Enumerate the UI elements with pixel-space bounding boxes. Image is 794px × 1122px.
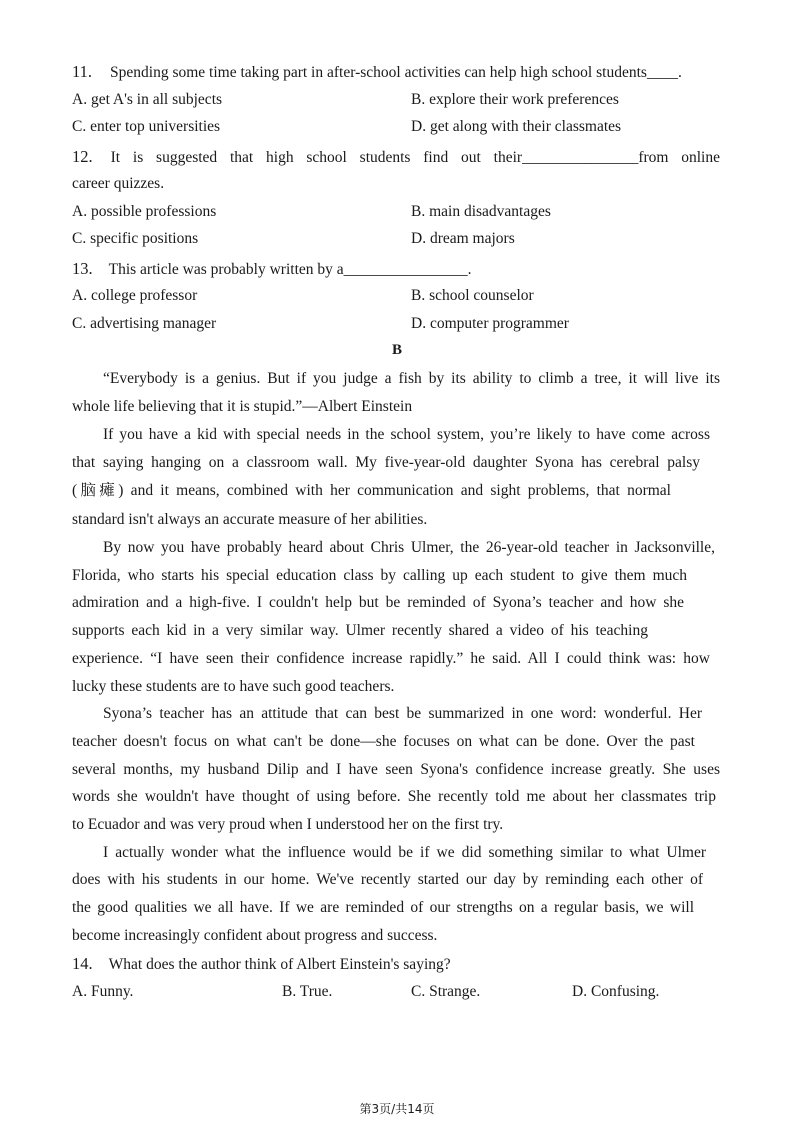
option-d: D. Confusing.: [572, 983, 660, 1000]
option-b: B. main disadvantages: [411, 203, 551, 220]
passage-line: experience. “I have seen their confidence increase rapidly.” he said. All I could think was: how: [72, 650, 710, 667]
passage-line: By now you have probably heard about Chris Ulmer, the 26-year-old teacher in Jacksonville,: [103, 539, 715, 556]
option-c: C. advertising manager: [72, 315, 217, 332]
passage-line: standard isn't always an accurate measure of her abilities.: [72, 511, 428, 528]
page-number: 第3页/共14页: [359, 1102, 435, 1116]
passage-line: (脑瘫) and it means, combined with her communication and sight problems, that normal: [72, 482, 671, 499]
section-heading: B: [391, 342, 402, 358]
question-11-stem: [72, 62, 682, 83]
question-text-continued: from online: [638, 149, 720, 166]
option-d: D. dream majors: [411, 230, 515, 247]
question-text: It is suggested that high school students find out their: [110, 149, 523, 166]
passage-line: several months, my husband Dilip and I have seen Syona's confidence increase greatly. She uses: [72, 761, 720, 778]
option-c: C. specific positions: [72, 230, 199, 247]
passage-line: “Everybody is a genius. But if you judge a fish by its ability to climb a tree, it will live its: [103, 370, 720, 387]
question-number: 12.: [72, 147, 93, 166]
answer-blank: _______________: [522, 149, 639, 166]
question-12-stem-line-2: career quizzes.: [72, 175, 165, 192]
question-14-stem: [72, 954, 451, 975]
question-13-stem: [72, 259, 472, 280]
question-12-stem: [72, 147, 720, 168]
option-d: D. get along with their classmates: [411, 118, 622, 135]
option-a: A. possible professions: [72, 203, 217, 220]
passage-line: words she wouldn't have thought of using before. She recently told me about her classmates trip: [72, 788, 716, 805]
question-text: What does the author think of Albert Einstein's saying?: [108, 956, 451, 973]
option-b: B. explore their work preferences: [411, 91, 619, 108]
passage-line: become increasingly confident about progress and success.: [72, 927, 438, 944]
passage-line: to Ecuador and was very proud when I understood her on the first try.: [72, 816, 504, 833]
question-text: Spending some time taking part in after-school activities can help high school students: [110, 64, 647, 81]
passage-line: teacher doesn't focus on what can't be done—she focuses on what can be done. Over the past: [72, 733, 695, 750]
passage-line: Syona’s teacher has an attitude that can best be summarized in one word: wonderful. Her: [103, 705, 702, 722]
answer-blank: ____.: [646, 64, 682, 81]
question-number: 14.: [72, 954, 93, 973]
passage-line: supports each kid in a very similar way. Ulmer recently shared a video of his teaching: [72, 622, 648, 639]
passage-line: does with his students in our home. We've recently started our day by reminding each other of: [72, 871, 703, 888]
option-b: B. True.: [282, 983, 333, 1000]
answer-blank: ________________.: [343, 261, 472, 278]
passage-line: whole life believing that it is stupid.”—Albert Einstein: [72, 398, 413, 415]
option-b: B. school counselor: [411, 287, 534, 304]
passage-line: Florida, who starts his special education class by calling up each student to give them much: [72, 567, 687, 584]
question-number: 13.: [72, 259, 93, 278]
question-number: 11.: [72, 62, 93, 81]
passage-line: If you have a kid with special needs in the school system, you’re likely to have come across: [103, 426, 710, 443]
passage-line: admiration and a high-five. I couldn't help but be reminded of Syona’s teacher and how she: [72, 594, 684, 611]
passage-line: lucky these students are to have such good teachers.: [72, 678, 395, 695]
option-c: C. Strange.: [411, 983, 481, 1000]
option-d: D. computer programmer: [411, 315, 569, 332]
passage-line: I actually wonder what the influence would be if we did something similar to what Ulmer: [103, 844, 706, 861]
passage-line: the good qualities we all have. If we are reminded of our strengths on a regular basis, we will: [72, 899, 694, 916]
option-c: C. enter top universities: [72, 118, 221, 135]
option-a: A. get A's in all subjects: [72, 91, 223, 108]
question-text: This article was probably written by a: [108, 261, 344, 278]
passage-line: that saying hanging on a classroom wall. My five-year-old daughter Syona has cerebral palsy: [72, 454, 700, 471]
option-a: A. college professor: [72, 287, 198, 304]
option-a: A. Funny.: [72, 983, 134, 1000]
